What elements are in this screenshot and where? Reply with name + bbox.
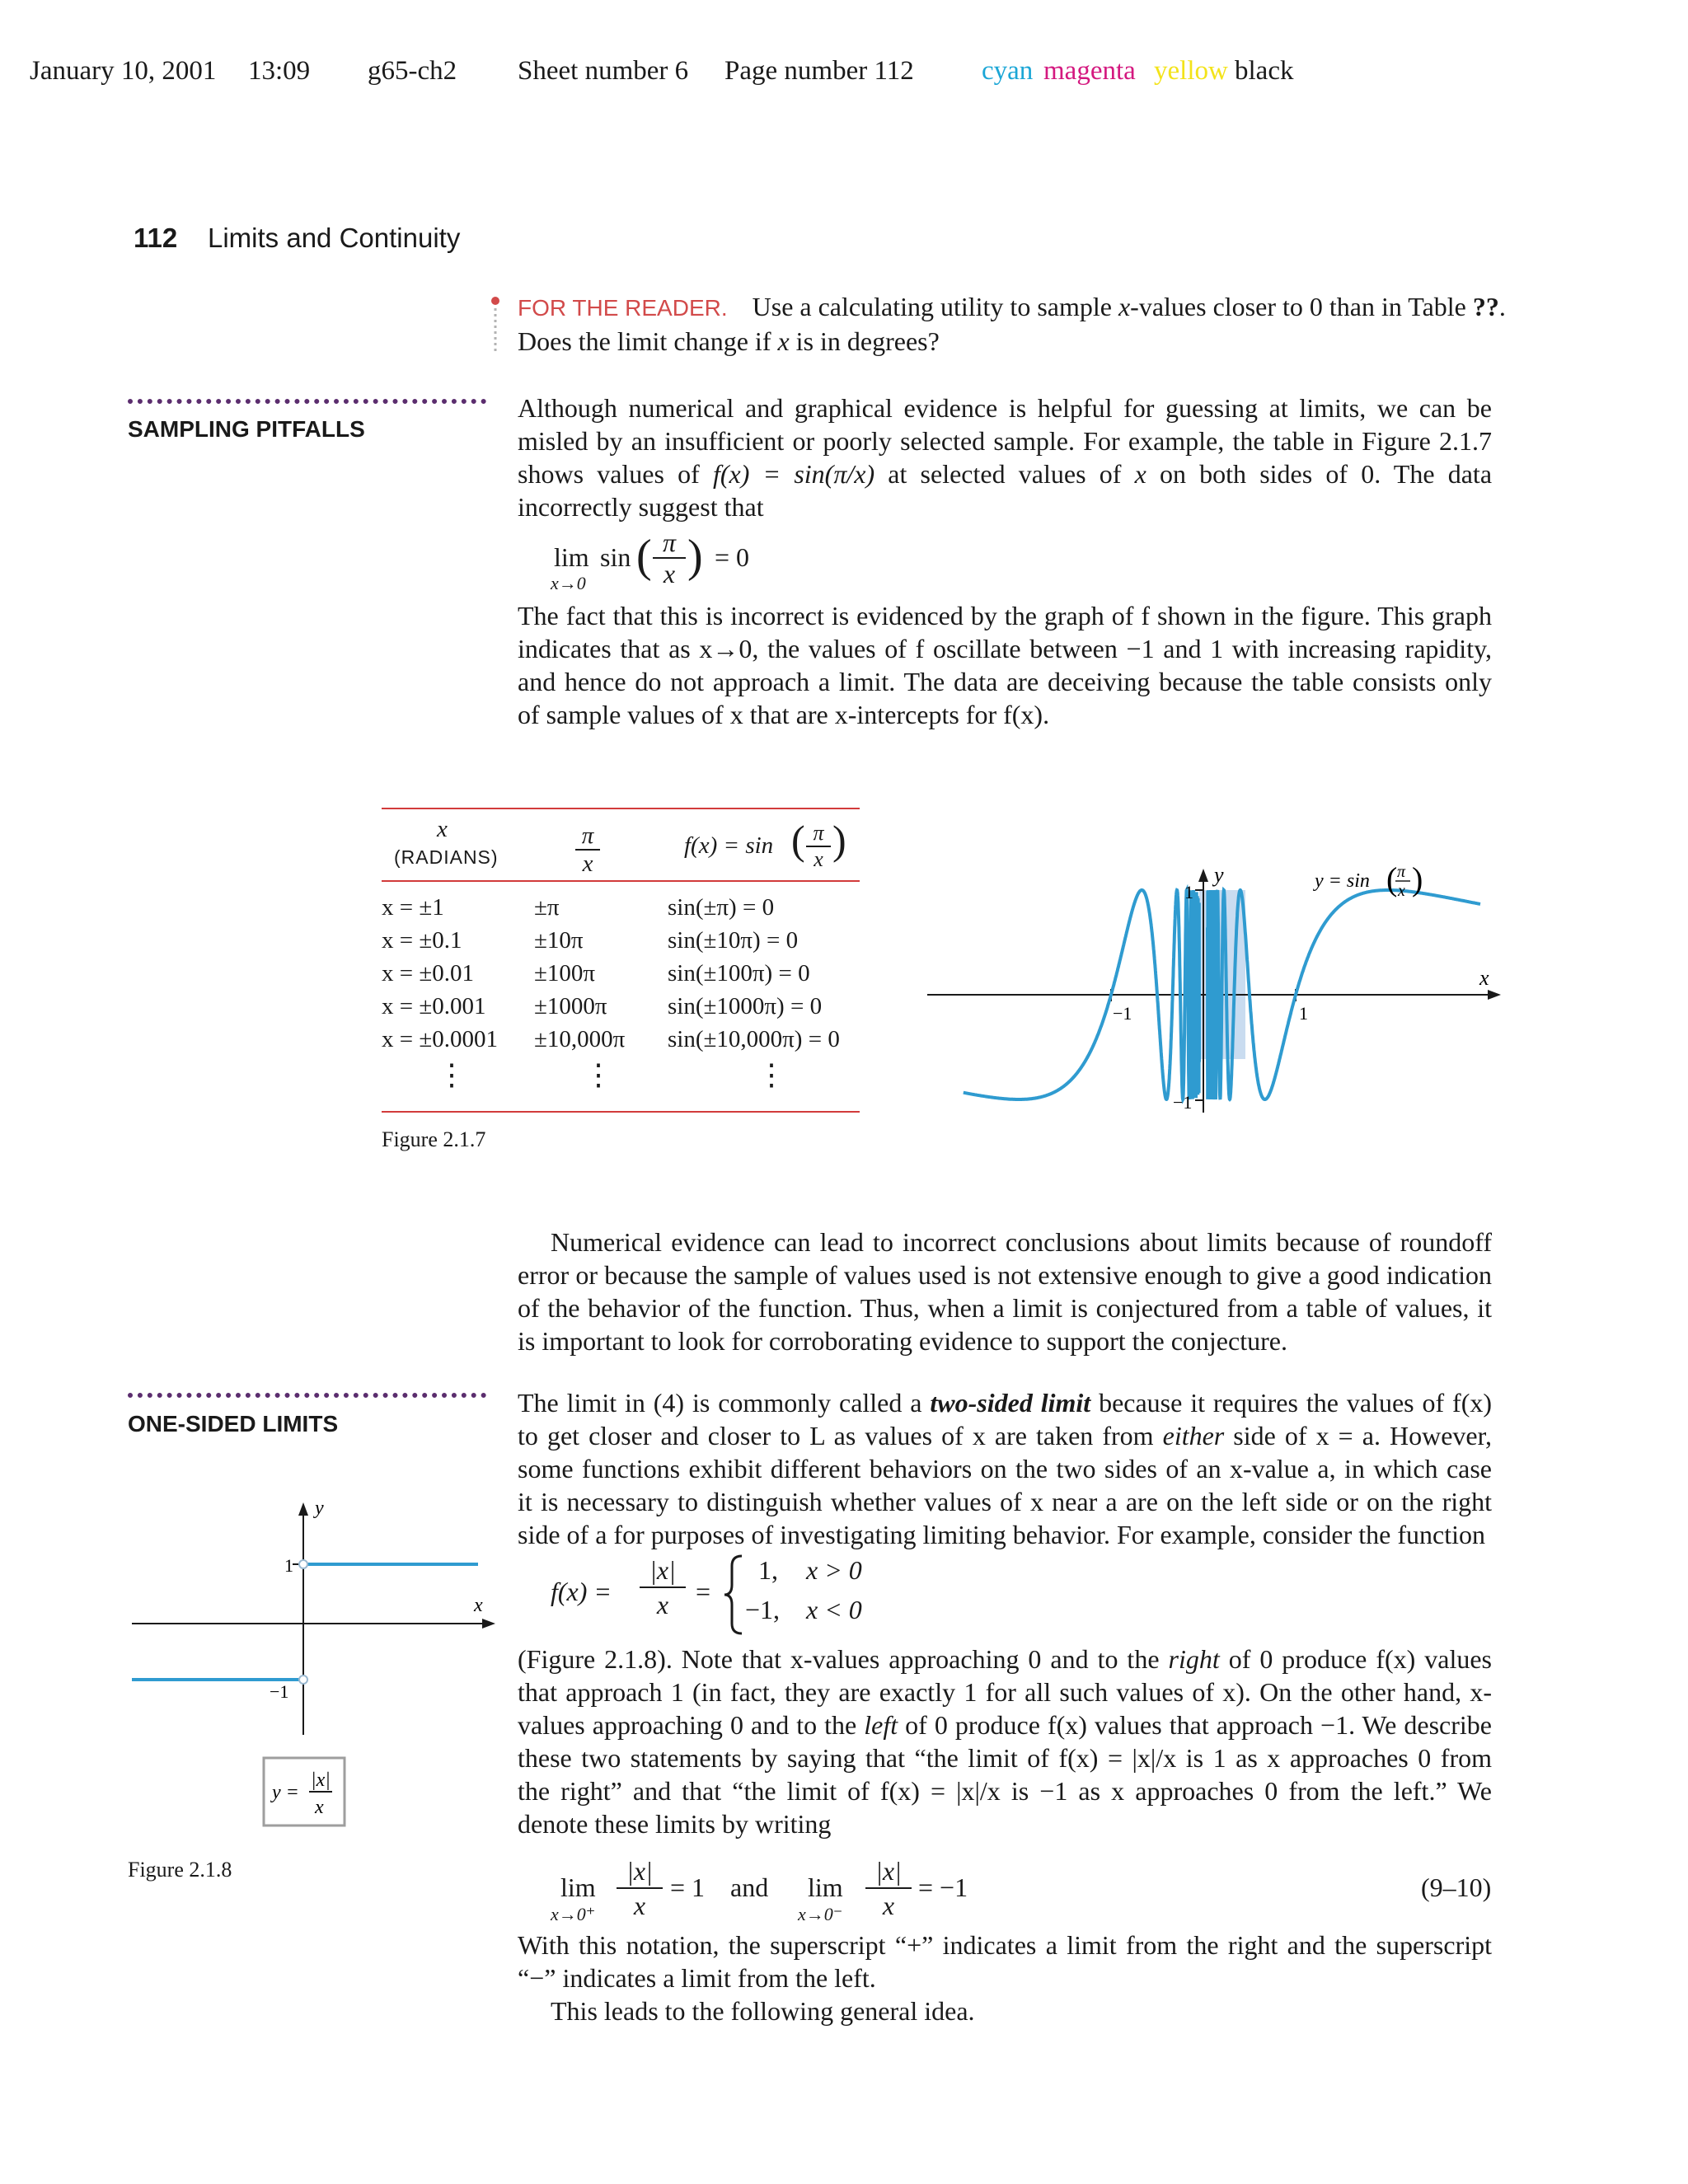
axis-label-x: x [1479, 966, 1489, 990]
text-line: Numerical evidence can lead to incorrect conclusions about limits because of roundoff [551, 1227, 1492, 1257]
text-line: Although numerical and graphical evidence is helpful for guessing at limits, we can be [518, 393, 1492, 423]
case-condition: x < 0 [806, 1595, 862, 1624]
emphasis: left [864, 1710, 898, 1740]
fraction-denominator: x [663, 559, 676, 588]
text-line: misled by an insufficient or poorly selected sample. For example, the table in Figure 2.1.7 [518, 426, 1492, 456]
text-line [518, 457, 1492, 490]
open-circle-icon [299, 1560, 307, 1568]
text-span: because it requires the values of f(x) [1090, 1388, 1493, 1418]
header-color-cyan: cyan [982, 56, 1034, 86]
paragraph-notation [518, 1929, 1492, 2027]
fraction-numerator: |x| [640, 1554, 686, 1588]
table-header-fx-text: f(x) = sin [684, 832, 774, 859]
fraction [653, 527, 686, 588]
fraction-denominator: x [633, 1891, 646, 1920]
function-label-paren: ) [1412, 860, 1423, 898]
math-inline: f(x) = sin(π/x) [712, 459, 875, 489]
reader-text: . [1498, 292, 1506, 321]
fraction-numerator: |x| [865, 1854, 912, 1889]
emphasis: either [1162, 1421, 1225, 1451]
reader-marker-icon [491, 297, 499, 354]
function-label: y = sin [1315, 870, 1370, 892]
y-axis-arrow-icon [1198, 869, 1208, 882]
text-span: shows values of [518, 459, 713, 489]
table-header-radians: (RADIANS) [394, 846, 499, 868]
table-cell: x = ±0.01 [382, 960, 475, 987]
box-label-lhs: y = [272, 1782, 299, 1803]
table-ellipsis: ⋮ [584, 1058, 613, 1091]
text-line [518, 1419, 1492, 1452]
text-line: of the behavior of the function. Thus, when a limit is conjectured from a table of values, it [518, 1293, 1492, 1323]
table-cell: ±10π [534, 927, 584, 954]
text-span: to get closer and closer to L as values of x are taken from [518, 1421, 1163, 1451]
text-line [518, 1386, 1492, 1419]
lim-subscript: x→0⁻ [798, 1904, 843, 1924]
left-paren: ( [791, 817, 805, 863]
table-ref: ?? [1472, 292, 1499, 321]
fraction [640, 1554, 686, 1621]
tick-label-neg1: −1 [270, 1681, 289, 1702]
y-axis-arrow-icon [298, 1502, 308, 1516]
section-heading-one-sided: ONE-SIDED LIMITS [128, 1411, 339, 1436]
page-number: 112 [134, 223, 178, 253]
equation-lim-sin [551, 527, 801, 593]
equation-rhs: = −1 [918, 1872, 968, 1902]
text-span: at selected values of [874, 459, 1135, 489]
text-line [518, 1643, 1492, 1675]
text-span: of 0 produce f(x) values [1219, 1644, 1492, 1674]
table-top-rule [382, 808, 860, 809]
text-line: This leads to the following general idea. [551, 1996, 975, 2026]
table-cell: x = ±0.0001 [382, 1026, 499, 1052]
fraction [617, 1854, 663, 1922]
left-brace-icon [722, 1554, 747, 1636]
fraction-numerator: π [653, 527, 686, 559]
tick-label-1-x: 1 [1299, 1003, 1308, 1024]
fraction-denominator: x [656, 1590, 669, 1619]
table-cell: sin(±10,000π) = 0 [668, 1026, 840, 1052]
for-the-reader-label: FOR THE READER. [518, 295, 728, 321]
table-header-pi-over-x [575, 823, 600, 877]
figure-caption-2-1-8: Figure 2.1.8 [128, 1858, 232, 1882]
text-line: side of a for purposes of investigating limiting behavior. For example, consider the function [518, 1520, 1485, 1549]
case-value: −1, [745, 1595, 781, 1624]
reader-text: Does the limit change if [518, 326, 778, 356]
reader-text: -values closer to 0 than in Table [1130, 292, 1473, 321]
axis-label-y: y [1214, 863, 1224, 887]
text-line: is important to look for corroborating evidence to support the conjecture. [518, 1326, 1287, 1356]
table-ellipsis: ⋮ [437, 1058, 467, 1091]
paragraph-two-sided [518, 1386, 1492, 1551]
table-cell: sin(±π) = 0 [668, 894, 775, 921]
text-span: The limit in (4) is commonly called a [518, 1388, 931, 1418]
text-span: side of x = a. However, [1224, 1421, 1493, 1451]
section-heading-sampling: SAMPLING PITFALLS [128, 416, 365, 442]
reader-text: Use a calculating utility to sample [752, 292, 1118, 321]
fraction [865, 1854, 912, 1922]
box-label-den: x [315, 1797, 324, 1818]
header-color-black: black [1235, 56, 1294, 86]
text-line: that approach 1 (in fact, they are exactly 1 for all such values of x). On the other hand, x- [518, 1677, 1492, 1707]
header-file: g65-ch2 [368, 56, 457, 86]
fraction-numerator: π [575, 823, 600, 851]
header-sheet: Sheet number 6 [518, 56, 689, 86]
right-paren: ) [832, 817, 846, 863]
equation-one-sided [551, 1854, 1492, 1929]
text-span: on both sides of 0. The data [1146, 459, 1493, 489]
graph-abs-x-over-x [128, 1496, 499, 1858]
table-cell: ±π [534, 894, 560, 921]
left-paren: ( [636, 531, 652, 582]
reader-var: x [777, 326, 790, 356]
header-date: January 10, 2001 [30, 56, 217, 86]
table-cell: sin(±10π) = 0 [668, 927, 799, 954]
equation-lhs: f(x) = [551, 1577, 612, 1606]
text-span: values approaching 0 and to the [518, 1710, 865, 1740]
table-header-fraction [806, 821, 831, 872]
header-time: 13:09 [248, 56, 311, 86]
text-line: error or because the sample of values used is not extensive enough to give a good indication [518, 1260, 1492, 1290]
equation-piecewise [551, 1554, 897, 1636]
text-line: some functions exhibit different behaviors on the two sides of an x-value a, in which case [518, 1454, 1492, 1483]
chapter-title: Limits and Continuity [208, 223, 461, 253]
case-condition: x > 0 [806, 1555, 862, 1585]
text-span: of 0 produce f(x) values that approach −1. We describe [898, 1710, 1493, 1740]
axis-label-y: y [315, 1497, 324, 1519]
fraction-numerator: π [806, 821, 831, 847]
table-ellipsis: ⋮ [757, 1058, 786, 1091]
table-cell: ±100π [534, 960, 596, 987]
function-label-paren: ( [1386, 860, 1398, 898]
paragraph-incorrect [518, 599, 1492, 731]
table-cell: ±10,000π [534, 1026, 626, 1052]
header-color-yellow: yellow [1154, 56, 1228, 86]
axis-label-x: x [474, 1595, 483, 1616]
fraction-denominator: x [882, 1891, 895, 1920]
math-inline: x [1134, 459, 1146, 489]
section-divider [128, 1393, 486, 1398]
table-header-rule [382, 880, 860, 882]
lim-subscript: x→0 [551, 573, 586, 593]
text-line: The fact that this is incorrect is evidenced by the graph of f shown in the figure. This graph [518, 601, 1492, 630]
figure-caption-2-1-7: Figure 2.1.7 [382, 1127, 486, 1151]
equals-sign: = [696, 1577, 711, 1606]
tick-label-neg1-y: −1 [1173, 1092, 1193, 1113]
table-cell: x = ±0.1 [382, 927, 462, 954]
conjunction: and [730, 1872, 769, 1902]
text-span: (Figure 2.1.8). Note that x-values approaching 0 and to the [518, 1644, 1169, 1674]
text-line: and hence do not approach a limit. The data are deceiving because the table consists only [518, 667, 1492, 696]
table-cell: sin(±100π) = 0 [668, 960, 810, 987]
lim-operator: lim [554, 542, 589, 572]
tick-label-1: 1 [284, 1555, 293, 1576]
function-label-num: π [1397, 863, 1406, 881]
paragraph-right-left [518, 1643, 1492, 1840]
open-circle-icon [299, 1675, 307, 1684]
table-cell: x = ±1 [382, 894, 444, 921]
text-line: “−” indicates a limit from the left. [518, 1963, 876, 1993]
text-line [518, 1708, 1492, 1741]
case-value: 1, [758, 1555, 778, 1585]
text-line: denote these limits by writing [518, 1809, 832, 1839]
text-line: of sample values of x that are x-intercepts for f(x). [518, 700, 1050, 729]
equation-number: (9–10) [1421, 1872, 1492, 1902]
paragraph-sampling [518, 391, 1492, 523]
graph-sin-pi-over-x [919, 857, 1512, 1121]
term-two-sided-limit: two-sided limit [930, 1388, 1091, 1418]
text-line: indicates that as x→0, the values of f oscillate between −1 and 1 with increasing rapidity, [518, 634, 1492, 663]
box-label-num: |x| [311, 1769, 331, 1791]
lim-subscript: x→0⁺ [551, 1904, 596, 1924]
reader-text: is in degrees? [789, 326, 940, 356]
table-cell: sin(±1000π) = 0 [668, 993, 823, 1019]
header-page-number: Page number 112 [724, 56, 914, 86]
text-line: With this notation, the superscript “+” indicates a limit from the right and the superscript [518, 1930, 1492, 1960]
table-header-x: x [437, 816, 448, 842]
lim-operator: lim [808, 1872, 843, 1902]
text-line: these two statements by saying that “the limit of f(x) = |x|/x is 1 as x approaches 0 from [518, 1743, 1492, 1773]
x-axis-arrow-icon [482, 1619, 495, 1629]
text-line: the right” and that “the limit of f(x) = |x|/x is −1 as x approaches 0 from the left.” We [518, 1776, 1492, 1806]
right-paren: ) [687, 531, 703, 582]
section-divider [128, 399, 486, 404]
function-label-den: x [1398, 882, 1405, 900]
equation-rhs: = 0 [715, 542, 750, 572]
reader-var: x [1118, 292, 1131, 321]
tick-label-1: 1 [1184, 882, 1193, 902]
for-the-reader [518, 290, 1506, 358]
table-cell: ±1000π [534, 993, 607, 1019]
fraction-denominator: x [814, 847, 823, 871]
tick-label-neg1-x: −1 [1113, 1003, 1132, 1024]
x-axis-arrow-icon [1488, 990, 1501, 1000]
paragraph-numerical-evidence [518, 1226, 1492, 1357]
fraction-numerator: |x| [617, 1854, 663, 1889]
equation-rhs: = 1 [670, 1872, 706, 1902]
header-color-magenta: magenta [1043, 56, 1136, 86]
text-line: it is necessary to distinguish whether values of x near a are on the left side or on the right [518, 1487, 1492, 1516]
lim-operator: lim [560, 1872, 596, 1902]
table-cell: x = ±0.001 [382, 993, 486, 1019]
table-bottom-rule [382, 1111, 860, 1113]
sin-operator: sin [600, 542, 631, 572]
fraction-denominator: x [582, 851, 593, 877]
text-line: incorrectly suggest that [518, 492, 764, 522]
emphasis: right [1168, 1644, 1220, 1674]
table-header-fx [684, 832, 773, 860]
